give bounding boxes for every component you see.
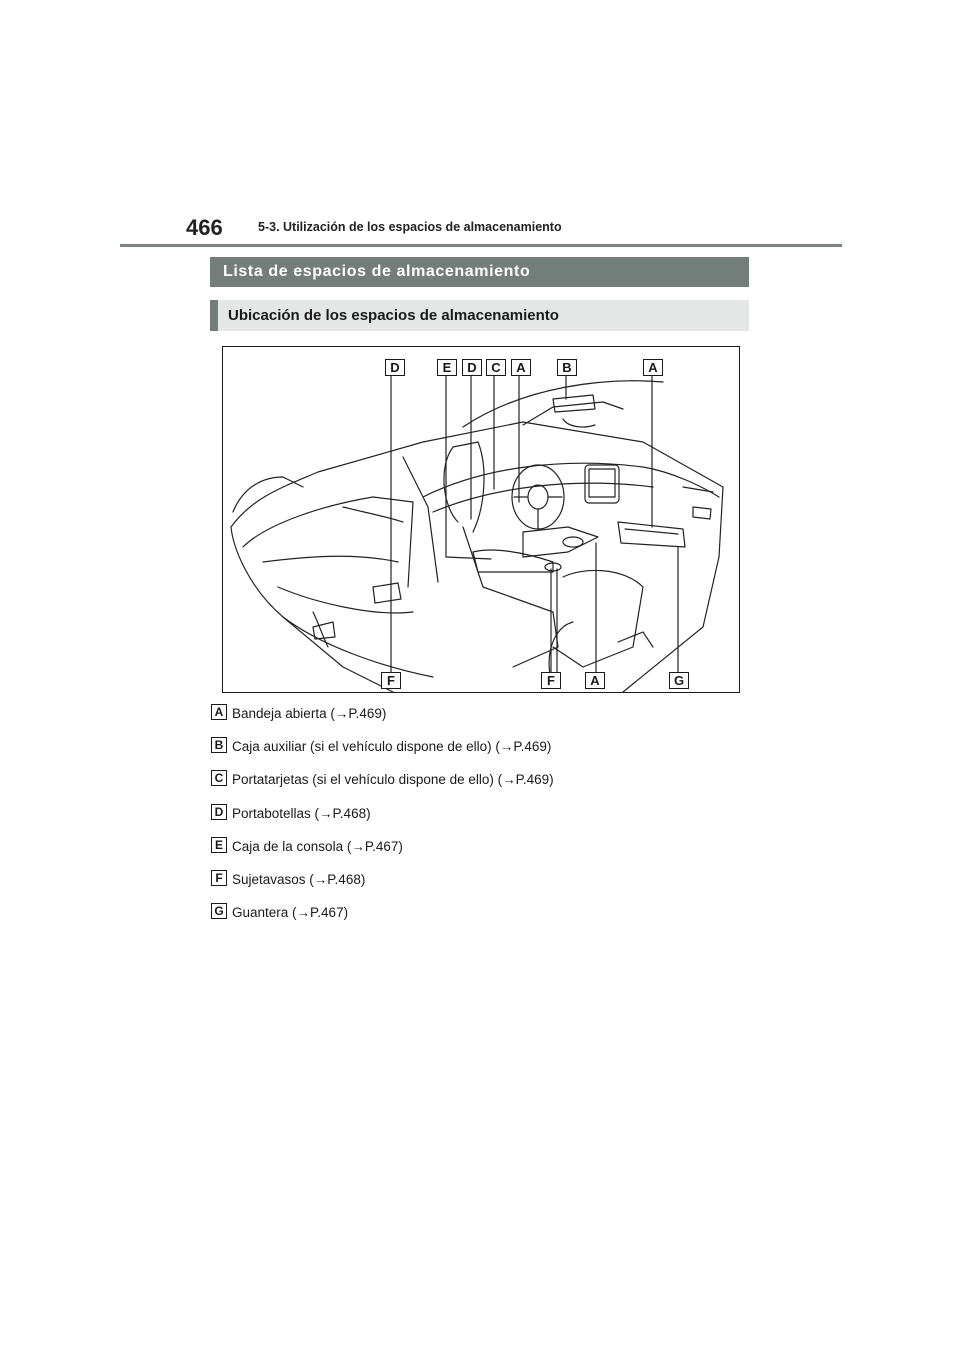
legend-item: [211, 704, 751, 737]
legend-item: [211, 770, 751, 803]
legend-text: Caja auxiliar (si el vehículo dispone de ello) (→P.469): [232, 739, 552, 755]
figure-label: G: [669, 672, 689, 689]
figure-label: E: [437, 359, 457, 376]
legend-key: E: [211, 837, 227, 853]
legend-text: Portabotellas (→P.468): [232, 805, 371, 821]
storage-legend: [211, 704, 751, 936]
figure-label: A: [511, 359, 531, 376]
section-title: Lista de espacios de almacenamiento: [210, 257, 749, 287]
running-head: 5-3. Utilización de los espacios de almacenamiento: [258, 220, 562, 234]
legend-text: Bandeja abierta (→P.469): [232, 706, 387, 721]
legend-key: B: [211, 737, 227, 753]
legend-text: Guantera (→P.467): [232, 905, 349, 921]
legend-item: [211, 804, 751, 837]
car-interior-illustration: [223, 347, 740, 693]
figure-label: D: [462, 359, 482, 376]
legend-text: Caja de la consola (→P.467): [232, 838, 403, 854]
legend-text: Portatarjetas (si el vehículo dispone de ello) (→P.469): [232, 772, 554, 788]
legend-key: A: [211, 704, 227, 720]
legend-text: Sujetavasos (→P.468): [232, 871, 366, 887]
subsection-title: Ubicación de los espacios de almacenamiento: [210, 300, 749, 331]
figure-label: C: [486, 359, 506, 376]
legend-item: [211, 737, 751, 770]
figure-label: F: [381, 672, 401, 689]
figure-label: F: [541, 672, 561, 689]
page-number: 466: [186, 215, 223, 240]
figure-label: B: [557, 359, 577, 376]
figure-label: A: [643, 359, 663, 376]
legend-key: G: [211, 903, 227, 919]
legend-key: C: [211, 770, 227, 786]
figure-label: A: [585, 672, 605, 689]
header-rule: [120, 244, 842, 247]
legend-item: [211, 903, 751, 936]
figure-label: D: [385, 359, 405, 376]
car-interior-figure: [222, 346, 740, 693]
legend-key: D: [211, 804, 227, 820]
legend-key: F: [211, 870, 227, 886]
legend-item: [211, 870, 751, 903]
legend-item: [211, 837, 751, 870]
